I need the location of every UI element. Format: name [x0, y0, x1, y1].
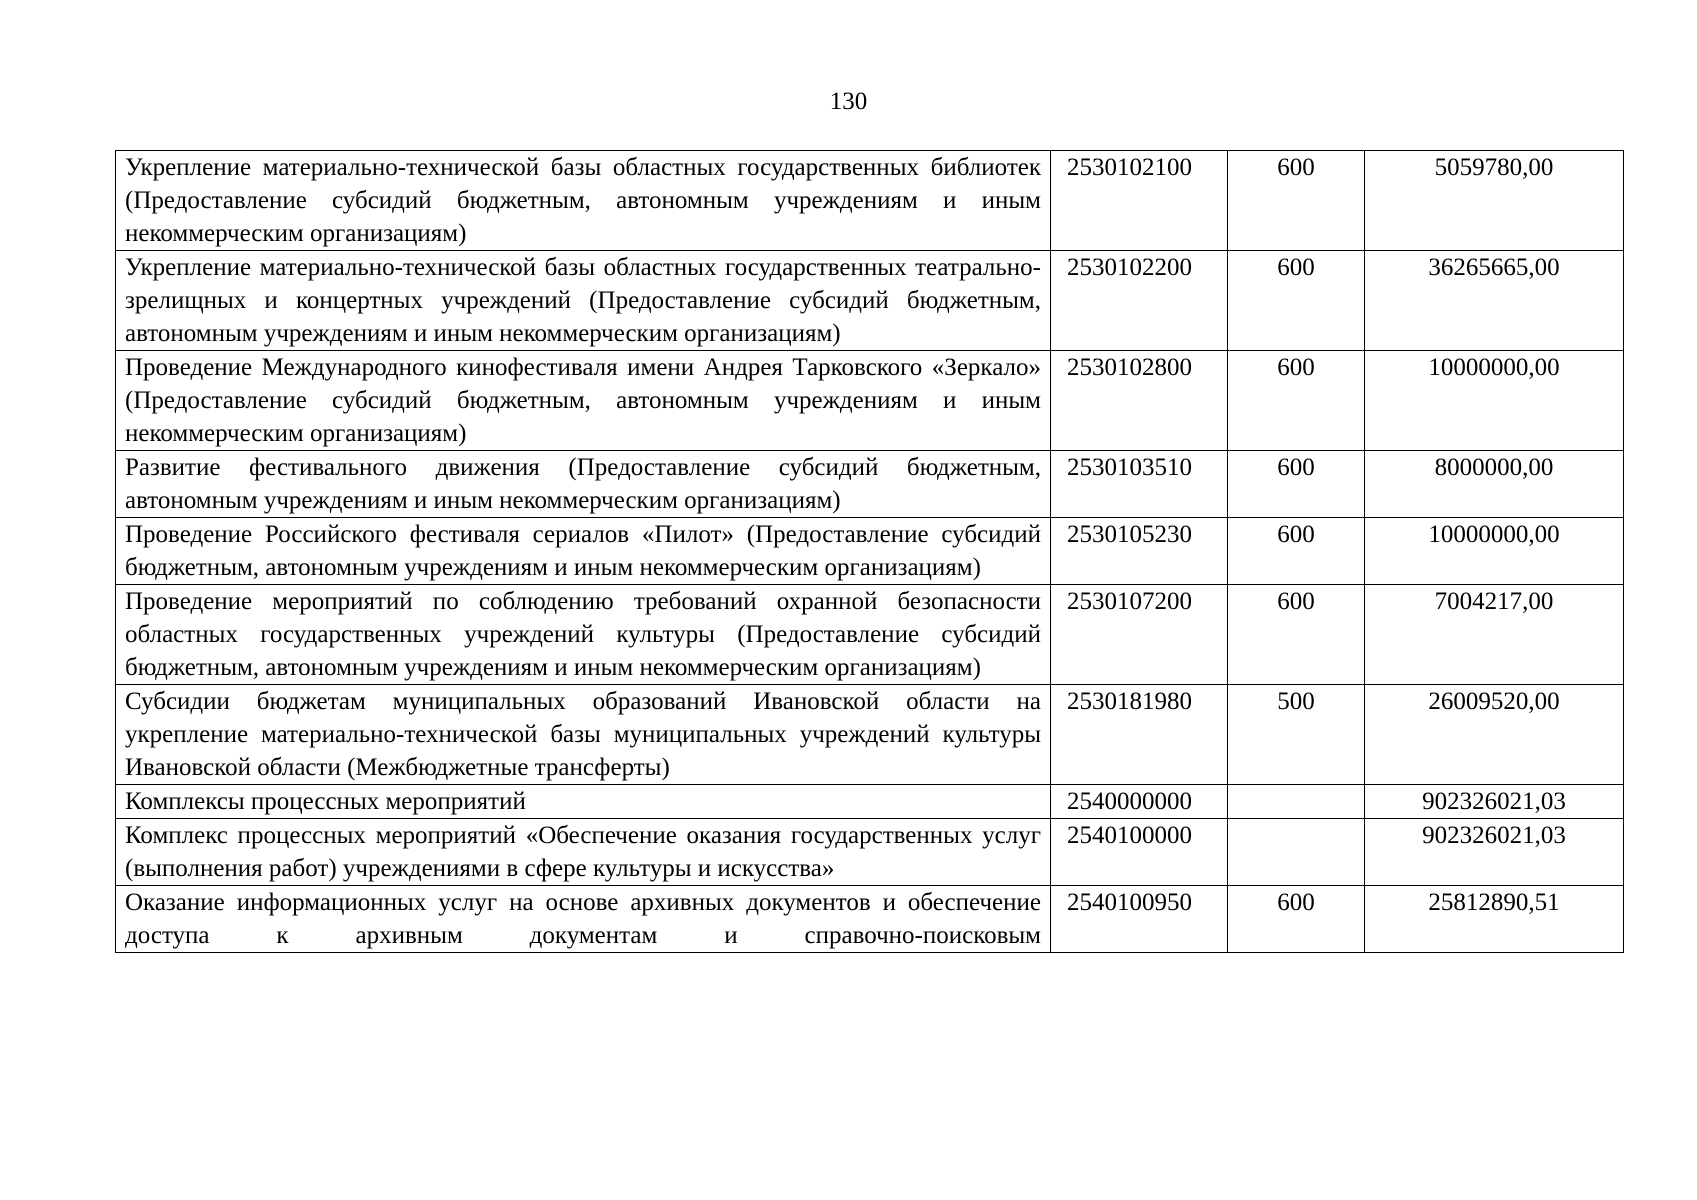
- amount-cell: 10000000,00: [1365, 351, 1624, 451]
- target-code-cell: 2530102200: [1051, 251, 1228, 351]
- table-row: [116, 819, 1624, 886]
- target-code-cell: 2540100950: [1051, 886, 1228, 953]
- page-number: 130: [829, 88, 868, 115]
- expense-name-cell: Проведение мероприятий по соблюдению требований охранной безопасности областных государственных учреждений культуры (Предоставление субсидий бюджетным, автономным учреждениям и иным некоммерческим организациям): [116, 585, 1051, 685]
- expense-name-cell: Проведение Российского фестиваля сериалов «Пилот» (Предоставление субсидий бюджетным, автономным учреждениям и иным некоммерческим организациям): [116, 518, 1051, 585]
- expense-name-cell: Проведение Международного кинофестиваля имени Андрея Тарковского «Зеркало» (Предоставление субсидий бюджетным, автономным учреждениям и иным некоммерческим организациям): [116, 351, 1051, 451]
- expense-type-cell: 600: [1228, 151, 1365, 251]
- amount-cell: 5059780,00: [1365, 151, 1624, 251]
- table-row: [116, 251, 1624, 351]
- expense-name-cell: Оказание информационных услуг на основе архивных документов и обеспечение доступа к архивным документам и справочно-поисковым: [116, 886, 1051, 953]
- target-code-cell: 2530102100: [1051, 151, 1228, 251]
- amount-cell: 7004217,00: [1365, 585, 1624, 685]
- expense-name-cell: Комплексы процессных мероприятий: [116, 785, 1051, 819]
- expense-type-cell: 600: [1228, 351, 1365, 451]
- table-row: [116, 585, 1624, 685]
- expense-type-cell: [1228, 819, 1365, 886]
- target-code-cell: 2530105230: [1051, 518, 1228, 585]
- expense-name-cell: Укрепление материально-технической базы областных государственных театрально-зрелищных и концертных учреждений (Предоставление субсидий бюджетным, автономным учреждениям и иным некоммерческим организациям): [116, 251, 1051, 351]
- amount-cell: 25812890,51: [1365, 886, 1624, 953]
- budget-table: [115, 150, 1624, 953]
- expense-name-cell: Укрепление материально-технической базы областных государственных библиотек (Предоставление субсидий бюджетным, автономным учреждениям и иным некоммерческим организациям): [116, 151, 1051, 251]
- amount-cell: 902326021,03: [1365, 785, 1624, 819]
- expense-type-cell: 600: [1228, 886, 1365, 953]
- table-row: [116, 685, 1624, 785]
- expense-type-cell: 600: [1228, 585, 1365, 685]
- table-row: [116, 518, 1624, 585]
- expense-type-cell: [1228, 785, 1365, 819]
- expense-type-cell: 500: [1228, 685, 1365, 785]
- target-code-cell: 2540000000: [1051, 785, 1228, 819]
- table-row: [116, 886, 1624, 953]
- amount-cell: 8000000,00: [1365, 451, 1624, 518]
- expense-type-cell: 600: [1228, 518, 1365, 585]
- target-code-cell: 2530181980: [1051, 685, 1228, 785]
- expense-type-cell: 600: [1228, 451, 1365, 518]
- amount-cell: 26009520,00: [1365, 685, 1624, 785]
- expense-name-cell: Комплекс процессных мероприятий «Обеспечение оказания государственных услуг (выполнения работ) учреждениями в сфере культуры и искусства»: [116, 819, 1051, 886]
- table-row: [116, 151, 1624, 251]
- target-code-cell: 2530107200: [1051, 585, 1228, 685]
- table-row: [116, 351, 1624, 451]
- expense-name-cell: Развитие фестивального движения (Предоставление субсидий бюджетным, автономным учреждениям и иным некоммерческим организациям): [116, 451, 1051, 518]
- target-code-cell: 2530103510: [1051, 451, 1228, 518]
- table-row: [116, 451, 1624, 518]
- target-code-cell: 2540100000: [1051, 819, 1228, 886]
- amount-cell: 902326021,03: [1365, 819, 1624, 886]
- amount-cell: 36265665,00: [1365, 251, 1624, 351]
- amount-cell: 10000000,00: [1365, 518, 1624, 585]
- expense-type-cell: 600: [1228, 251, 1365, 351]
- target-code-cell: 2530102800: [1051, 351, 1228, 451]
- expense-name-cell: Субсидии бюджетам муниципальных образований Ивановской области на укрепление материально-технической базы муниципальных учреждений культуры Ивановской области (Межбюджетные трансферты): [116, 685, 1051, 785]
- table-row: [116, 785, 1624, 819]
